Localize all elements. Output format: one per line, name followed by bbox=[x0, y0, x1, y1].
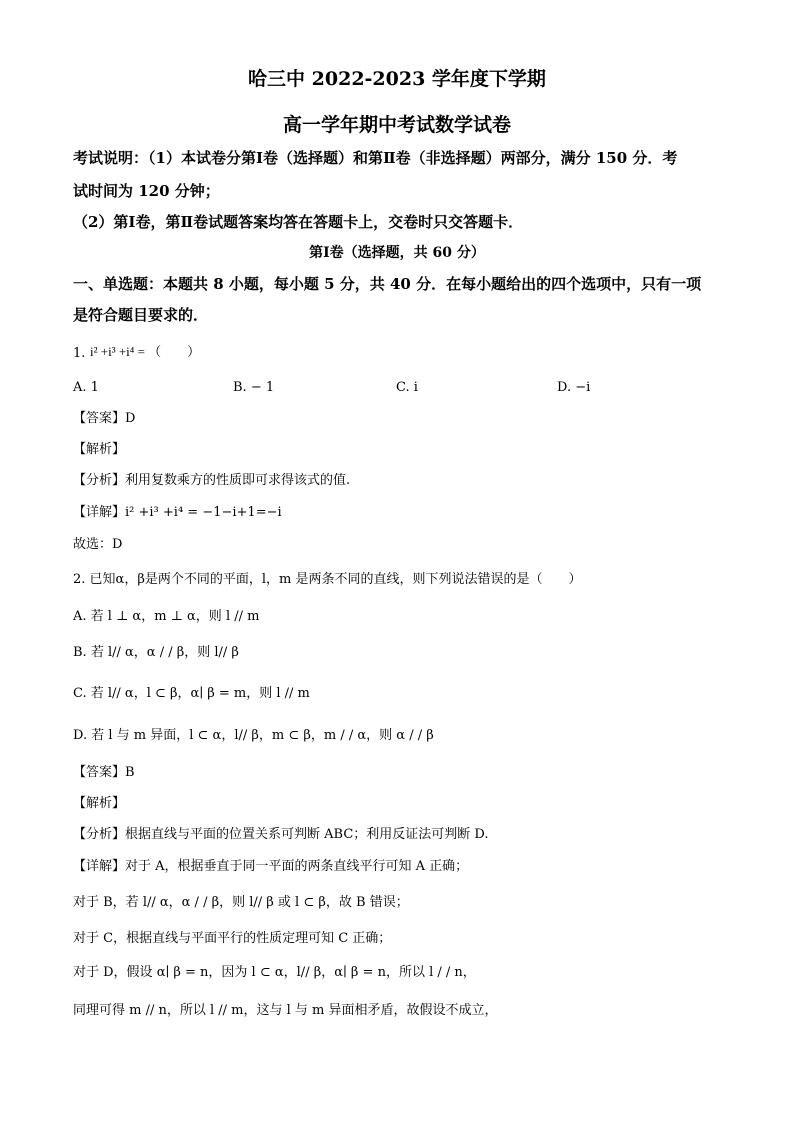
question-1-conclusion: 故选：D bbox=[73, 537, 123, 552]
question-1-detail: 【详解】i² +i³ +i⁴ = −1−i+1=−i bbox=[73, 505, 282, 520]
question-2-line-b: 对于 B，若 l// α，α / / β，则 l// β 或 l ⊂ β，故 B 错误； bbox=[73, 895, 409, 910]
question-1-option-b: B. − 1 bbox=[233, 380, 275, 395]
question-1-option-d: D. −i bbox=[557, 380, 591, 395]
instructions-line-2: 试时间为 120 分钟； bbox=[73, 182, 220, 200]
question-2-answer: 【答案】B bbox=[73, 765, 135, 780]
section-intro-line-1: 一、单选题：本题共 8 小题，每小题 5 分，共 40 分．在每小题给出的四个选项中，只有一项 bbox=[73, 275, 702, 293]
question-2-analysis: 【分析】根据直线与平面的位置关系可判断 ABC；利用反证法可判断 D. bbox=[73, 827, 489, 842]
question-2-option-d: D. 若 l 与 m 异面，l ⊂ α，l// β，m ⊂ β，m / / α，则 α / / β bbox=[73, 728, 434, 743]
question-2-line-d: 对于 D，假设 α∣ β = n，因为 l ⊂ α，l// β，α∣ β = n，所以 l / / n， bbox=[73, 965, 476, 980]
instructions-line-3: （2）第Ⅰ卷，第Ⅱ卷试题答案均答在答题卡上，交卷时只交答题卡． bbox=[73, 213, 524, 231]
section-intro-line-2: 是符合题目要求的． bbox=[73, 306, 209, 324]
title-line-2: 高一学年期中考试数学试卷 bbox=[282, 114, 511, 136]
question-2-option-b: B. 若 l// α，α / / β，则 l// β bbox=[73, 645, 239, 660]
instructions-line-1: 考试说明：（1）本试卷分第Ⅰ卷（选择题）和第Ⅱ卷（非选择题）两部分，满分 150 分．考 bbox=[73, 149, 678, 167]
question-1-option-c: C. i bbox=[396, 380, 418, 395]
question-2-line-e: 同理可得 m // n，所以 l // m，这与 l 与 m 异面相矛盾，故假设不成立， bbox=[73, 1003, 498, 1018]
question-1-option-a: A. 1 bbox=[73, 380, 99, 395]
question-2-analysis-label: 【解析】 bbox=[73, 796, 126, 811]
question-2-detail: 【详解】对于 A，根据垂直于同一平面的两条直线平行可知 A 正确； bbox=[73, 859, 469, 874]
question-2-line-c: 对于 C，根据直线与平面平行的性质定理可知 C 正确； bbox=[73, 931, 392, 946]
section-heading: 第Ⅰ卷（选择题，共 60 分） bbox=[309, 245, 485, 261]
question-2-option-c: C. 若 l// α，l ⊂ β，α∣ β = m，则 l // m bbox=[73, 686, 310, 701]
question-1-analysis: 【分析】利用复数乘方的性质即可求得该式的值. bbox=[73, 473, 351, 488]
question-2-stem: 2. 已知α，β是两个不同的平面，l，m 是两条不同的直线，则下列说法错误的是（ ） bbox=[73, 572, 582, 587]
question-1-analysis-label: 【解析】 bbox=[73, 442, 126, 457]
title-line-1: 哈三中 2022-2023 学年度下学期 bbox=[248, 68, 546, 90]
question-1-stem: i² +i³ +i⁴ = （ ） bbox=[90, 344, 201, 359]
question-2-option-a: A. 若 l ⊥ α，m ⊥ α，则 l // m bbox=[73, 609, 260, 624]
question-1-number: 1. bbox=[73, 346, 86, 361]
question-1-answer: 【答案】D bbox=[73, 411, 136, 426]
